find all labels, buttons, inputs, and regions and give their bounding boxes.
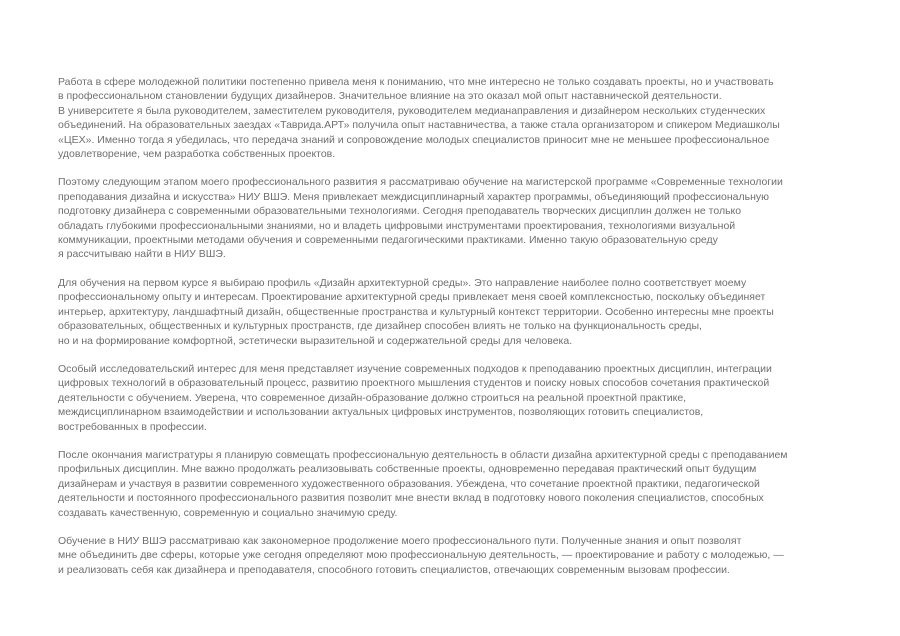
paragraph-line: цифровых технологий в образовательный процесс, развитию проектного мышления студентов и поиску новых способов сочетания практической	[58, 377, 770, 390]
paragraph-line: После окончания магистратуры я планирую совмещать профессиональную деятельность в области дизайна архитектурной среды с преподаванием	[58, 448, 788, 461]
paragraph-line: деятельности с обучением. Уверена, что современное дизайн-образование должно строиться на реальной проектной практике,	[58, 391, 687, 404]
paragraph-line: образовательных, общественных и культурных пространств, где дизайнер способен влиять не только на функциональность среды,	[58, 320, 702, 333]
paragraph-line: В университете я была руководителем, заместителем руководителя, руководителем медианаправления и дизайнером нескольких студенческих	[58, 104, 766, 117]
paragraph-2	[58, 175, 858, 261]
paragraph-line: обладать глубокими профессиональными знаниями, но и владеть цифровыми инструментами проектирования, технологиями визуальной	[58, 219, 736, 232]
paragraph-4	[58, 362, 858, 434]
paragraph-line: деятельности и постоянного профессионального развития позволит мне внести вклад в подготовку нового поколения специалистов, способных	[58, 492, 764, 505]
paragraph-line: мне объединить две сферы, которые уже сегодня определяют мою профессиональную деятельность, — проектирование и работу с молодежью, —	[58, 549, 784, 562]
paragraph-line: профессиональному опыту и интересам. Проектирование архитектурной среды привлекает меня своей комплексностью, поскольку объединяет	[58, 291, 766, 304]
paragraph-3	[58, 276, 858, 348]
paragraph-line: и реализовать себя как дизайнера и преподавателя, способного готовить специалистов, отвечающих современным вызовам профессии.	[58, 563, 730, 576]
paragraph-line: востребованных в профессии.	[58, 420, 207, 433]
paragraph-line: коммуникации, проектными методами обучения и современными педагогическими практиками. Именно такую образовательную среду	[58, 234, 718, 247]
paragraph-line: объединений. На образовательных заездах «Таврида.АРТ» получила опыт наставничества, а также стала организатором и спикером Медиашколы	[58, 119, 780, 132]
paragraph-5	[58, 448, 858, 520]
essay-document	[58, 75, 858, 591]
paragraph-6	[58, 534, 858, 577]
paragraph-line: Работа в сфере молодежной политики постепенно привела меня к пониманию, что мне интересно не только создавать проекты, но и участвовать	[58, 76, 774, 88]
paragraph-line: подготовку дизайнера с современными образовательными технологиями. Сегодня преподаватель творческих дисциплин должен не только	[58, 205, 742, 218]
paragraph-line: но и на формирование комфортной, эстетически выразительной и содержательной среды для человека.	[58, 334, 573, 347]
paragraph-line: Для обучения на первом курсе я выбираю профиль «Дизайн архитектурной среды». Это направление наиболее полно соответствует моему	[58, 276, 747, 289]
paragraph-line: «ЦЕХ». Именно тогда я убедилась, что передача знаний и сопровождение молодых специалистов приносит мне не меньшее профессиональное	[58, 133, 770, 146]
paragraph-line: интерьер, архитектуру, ландшафтный дизайн, общественные пространства и культурный контекст территории. Особенно интересны мне проекты	[58, 305, 774, 318]
paragraph-line: в профессиональном становлении будущих дизайнеров. Значительное влияние на это оказал мой опыт наставнической деятельности.	[58, 90, 722, 103]
paragraph-line: создавать качественную, современную и социально значимую среду.	[58, 506, 398, 519]
paragraph-line: удовлетворение, чем разработка собственных проектов.	[58, 148, 336, 161]
paragraph-line: Поэтому следующим этапом моего профессионального развития я рассматриваю обучение на магистерской программе «Современные технологии	[58, 176, 783, 189]
paragraph-line: Особый исследовательский интерес для меня представляет изучение современных подходов к преподаванию проектных дисциплин, интеграции	[58, 362, 772, 375]
paragraph-1	[58, 75, 858, 161]
paragraph-line: преподавания дизайна и искусства» НИУ ВШЭ. Меня привлекает междисциплинарный характер программы, объединяющий профессиональную	[58, 190, 770, 203]
paragraph-line: междисциплинарном взаимодействии и использовании актуальных цифровых инструментов, позволяющих готовить специалистов,	[58, 406, 704, 419]
paragraph-line: профильных дисциплин. Мне важно продолжать реализовывать собственные проекты, одновременно передавая практический опыт будущим	[58, 463, 757, 476]
paragraph-line: дизайнерам и участвуя в развитии современного художественного образования. Убеждена, что сочетание проектной практики, педагогической	[58, 477, 760, 490]
paragraph-line: Обучение в НИУ ВШЭ рассматриваю как закономерное продолжение моего профессионального пути. Полученные знания и опыт позволят	[58, 534, 742, 547]
paragraph-line: я рассчитываю найти в НИУ ВШЭ.	[58, 248, 226, 261]
